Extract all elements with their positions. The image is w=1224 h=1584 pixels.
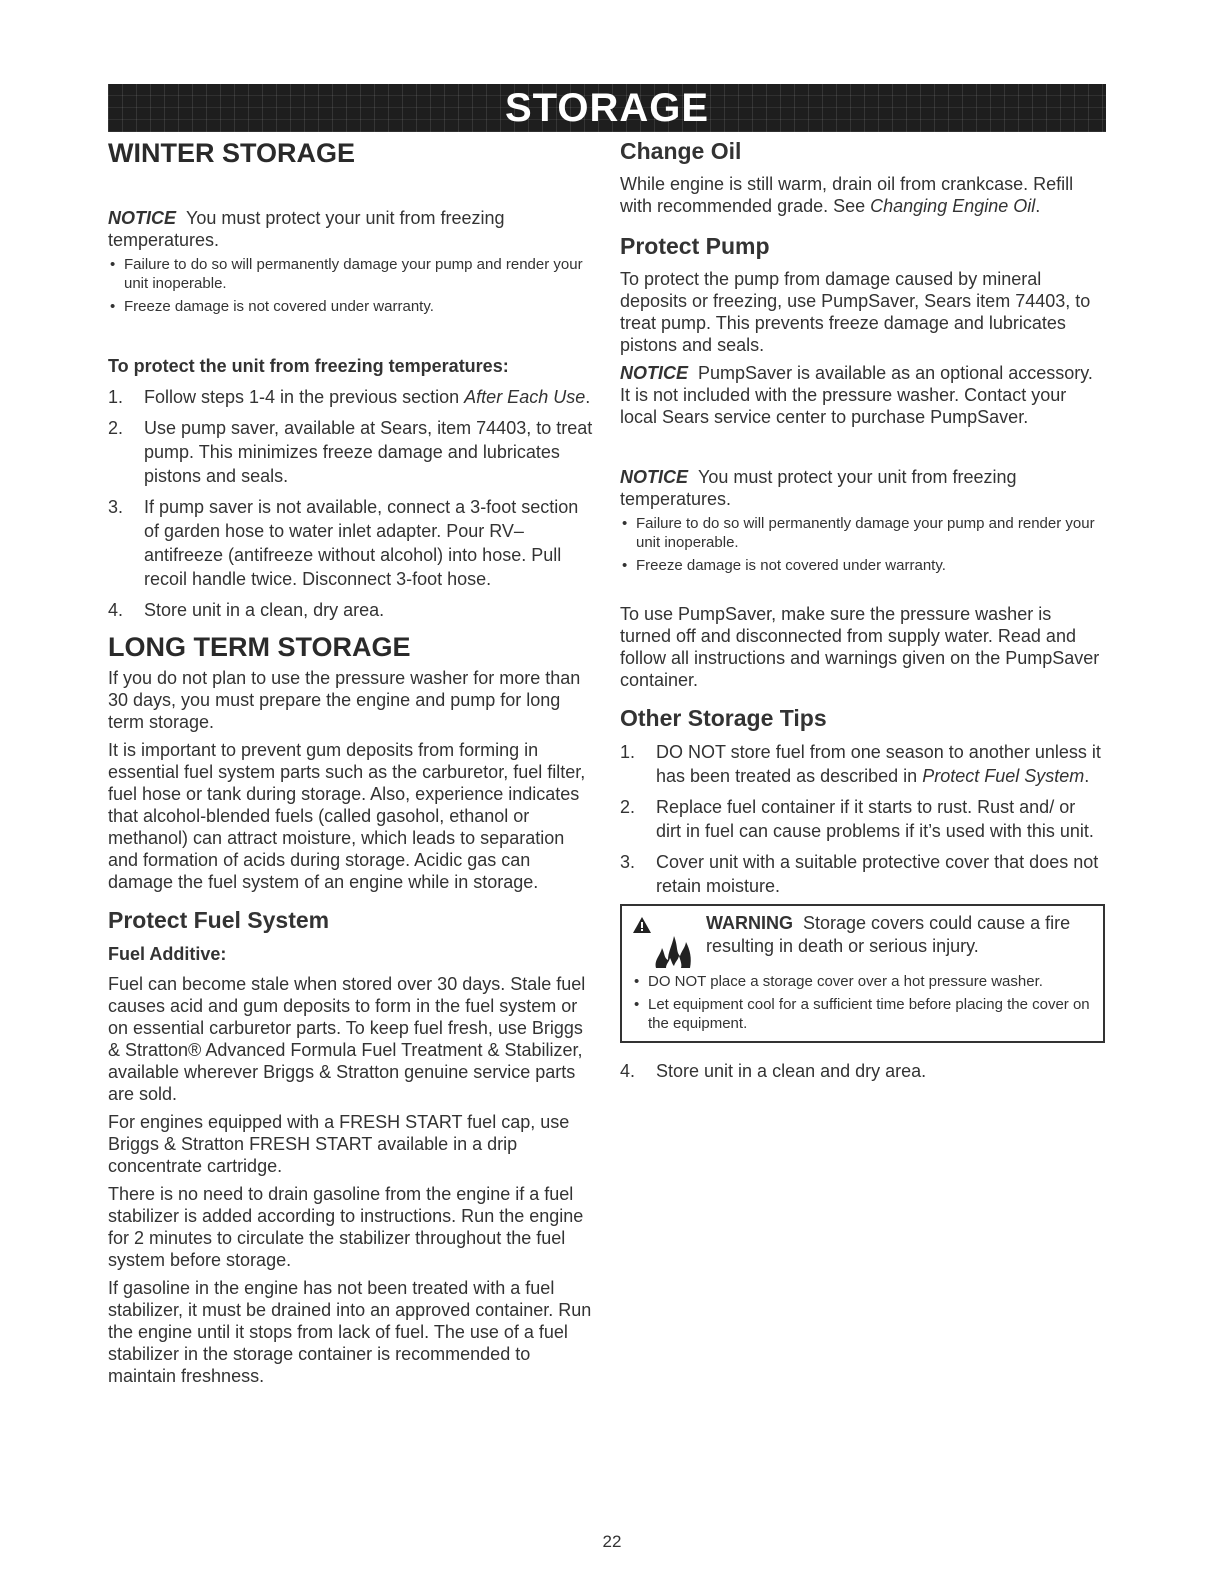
winter-notice [108,207,593,251]
alert-triangle-icon [632,916,652,934]
tip-number: 3. [620,852,636,872]
fuel-paragraph-2: For engines equipped with a FRESH START fuel cap, use Briggs & Stratton FRESH START available in a drip concentrate cartridge. [108,1112,570,1176]
right-column [620,138,1105,1083]
list-item [620,740,1105,788]
warning-text: Storage covers could cause a fire resulting in death or serious injury. [706,913,1071,956]
fuel-paragraph-4: If gasoline in the engine has not been treated with a fuel stabilizer, it must be drained into an approved container. Run the engine until it stops from lack of fuel. The use of a fuel stabilizer in the storage container is recommended to maintain freshness. [108,1278,592,1386]
warning-icons [632,912,706,956]
page-title: STORAGE [504,85,710,130]
protect-pump-text: To protect the pump from damage caused by mineral deposits or freezing, use PumpSaver, Sears item 74403, to treat pump. This prevents freeze damage and lubricates pistons and seals. [620,269,1091,355]
fuel-additive-subheading: Fuel Additive: [108,944,227,964]
warning-bullet-2: • Let equipment cool for a sufficient time before placing the cover on the equipment. [632,995,1095,1033]
tip-text: Cover unit with a suitable protective cover that does not retain moisture. [656,852,1099,896]
change-oil-heading: Change Oil [620,138,742,164]
list-item [620,850,1105,898]
protect-pump-heading: Protect Pump [620,233,770,259]
tip-text: Replace fuel container if it starts to rust. Rust and/ or dirt in fuel can cause problems if it’s used with this unit. [656,797,1094,841]
notice-text: You must protect your unit from freezing temperatures. [108,208,505,250]
step-text: Use pump saver, available at Sears, item 74403, to treat pump. This minimizes freeze damage and lubricates pistons and seals. [144,418,593,486]
page-number: 22 [602,1532,622,1551]
warning-label: WARNING [706,913,793,933]
left-column [108,138,593,1387]
warning-bullet-1: • DO NOT place a storage cover over a hot pressure washer. [632,972,1095,991]
list-item [108,385,593,409]
tip-number: 4. [620,1061,636,1081]
fuel-paragraph-1: Fuel can become stale when stored over 30 days. Stale fuel causes acid and gum deposits to form in the fuel system or on essential carburetor parts. To keep fuel fresh, use Briggs & Stratton® Advanced Formula Fuel Treatment & Stabilizer, available wherever Briggs & Stratton genuine service parts are sold. [108,974,586,1104]
list-item [620,1059,1105,1083]
freeze-notice [620,466,1105,510]
winter-bullet-1: • Failure to do so will permanently damage your pump and render your unit inoperable. [108,255,593,293]
long-term-storage-heading: LONG TERM STORAGE [108,632,411,662]
step-text: If pump saver is not available, connect a 3-foot section of garden hose to water inlet adapter. Pour RV–antifreeze (antifreeze without alcohol) into hose. Pull recoil handle twice. Disconnect 3-foot hose. [144,497,579,589]
other-storage-tips-heading: Other Storage Tips [620,705,827,731]
long-term-paragraph-2: It is important to prevent gum deposits from forming in essential fuel system parts such as the carburetor, fuel filter, fuel hose or tank during storage. Also, experience indicates that alcohol-blended fuels (called gasohol, ethanol or methanol) can attract moisture, which leads to separation and formation of acids during storage. Acidic gas can damage the fuel system of an engine while in storage. [108,740,586,892]
step-text: Follow steps 1-4 in the previous section [144,387,465,407]
step-emphasis: After Each Use [464,387,586,407]
tip-emphasis: Protect Fuel System [922,766,1085,786]
tip-tail: . [1084,766,1090,786]
notice-label: NOTICE [620,467,689,487]
winter-steps-list [108,385,593,622]
notice-text: PumpSaver is available as an optional accessory. It is not included with the pressure washer. Contact your local Sears service center to purchase PumpSaver. [620,363,1093,427]
step-number: 3. [108,497,124,517]
fuel-paragraph-3: There is no need to drain gasoline from the engine if a fuel stabilizer is added according to instructions. Run the engine for 2 minutes to circulate the stabilizer throughout the fuel system before storage. [108,1184,584,1270]
tip-text: Store unit in a clean and dry area. [656,1061,927,1081]
change-oil-text [620,173,1105,217]
winter-storage-heading: WINTER STORAGE [108,138,356,168]
step-number: 2. [108,418,124,438]
storage-banner [108,84,1106,132]
step-number: 1. [108,387,124,407]
list-item [108,416,593,488]
change-oil-link-text: Changing Engine Oil [870,196,1036,216]
step-tail: . [585,387,591,407]
warning-header [632,912,1095,958]
tip-text: DO NOT store fuel from one season to another unless it has been treated as described in [656,742,1101,786]
change-oil-tail: . [1035,196,1041,216]
freeze-protect-subheading: To protect the unit from freezing temperatures: [108,356,509,376]
freeze-bullet-1: • Failure to do so will permanently damage your pump and render your unit inoperable. [620,514,1105,552]
list-item [620,795,1105,843]
warning-box [620,904,1105,1043]
tip-number: 2. [620,797,636,817]
freeze-bullet-2: • Freeze damage is not covered under warranty. [620,556,1105,575]
notice-label: NOTICE [108,208,177,228]
tip-number: 1. [620,742,636,762]
protect-pump-notice [620,362,1105,428]
long-term-paragraph-1: If you do not plan to use the pressure washer for more than 30 days, you must prepare the engine and pump for long term storage. [108,668,581,732]
step-text: Store unit in a clean, dry area. [144,600,385,620]
list-item [108,598,593,622]
list-item [108,495,593,591]
storage-tips-list [620,740,1105,898]
step-number: 4. [108,600,124,620]
protect-fuel-system-heading: Protect Fuel System [108,907,330,933]
pumpsaver-use-text: To use PumpSaver, make sure the pressure washer is turned off and disconnected from supply water. Read and follow all instructions and warnings given on the PumpSaver container. [620,604,1100,690]
notice-text: You must protect your unit from freezing temperatures. [620,467,1017,509]
winter-bullet-2: • Freeze damage is not covered under warranty. [108,297,593,316]
notice-label: NOTICE [620,363,689,383]
fire-hazard-icon [652,934,694,968]
change-oil-body: While engine is still warm, drain oil from crankcase. Refill with recommended grade. See [620,174,1074,216]
